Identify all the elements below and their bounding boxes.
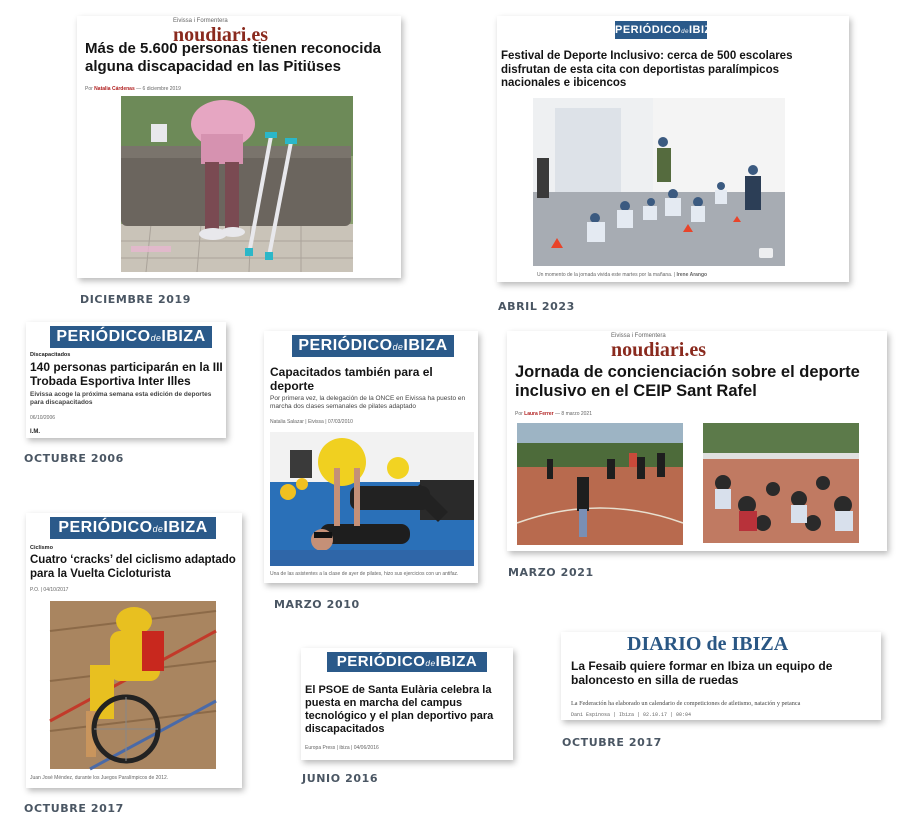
clipping-periodico-2006[interactable] (26, 322, 226, 438)
photo-caption: Un momento de la jornada vivida este martes por la mañana. | Irene Arango (537, 272, 708, 278)
logo-end: IBIZA (163, 519, 208, 536)
photo-pilates (270, 432, 474, 566)
date-label: MARZO 2010 (274, 598, 360, 611)
photo-caption: Juan José Méndez, durante los Juegos Paralímpicos de 2012. (30, 775, 169, 781)
lead: La Federación ha elaborado un calendario de competiciones de atletismo, natación y petanca (571, 700, 801, 707)
clipping-periodico-2016[interactable] (301, 648, 513, 760)
photo-caption: Una de las asistentes a la clase de ayer de pilates, hizo sus ejercicios con un antifaz. (270, 571, 459, 577)
diario-logo: DIARIO de IBIZA (627, 633, 789, 655)
logo-end: IBIZA (161, 328, 206, 345)
byline-author: Laura Ferrer (524, 411, 554, 417)
date-label: OCTUBRE 2017 (24, 802, 124, 815)
clipping-diario-2017[interactable] (561, 632, 881, 720)
date-label: JUNIO 2016 (302, 772, 379, 785)
section-label: Discapacitados (30, 352, 71, 358)
logo-de: de (150, 333, 162, 343)
lead: Eivissa acoge la próxima semana esta edición de deportes para discapacitados (30, 391, 212, 407)
headline: Cuatro ‘cracks’ del ciclismo adaptado para la Vuelta Cicloturista (30, 554, 236, 580)
noudiari-logo (611, 333, 706, 362)
meta: P.O. | 04/10/2017 (30, 587, 69, 593)
meta-date: 06/10/2006 (30, 415, 56, 421)
logo-text: noudiari.es (611, 339, 707, 361)
logo-text: noudiari.es (173, 24, 269, 46)
meta: Dani Espinosa | Ibiza | 02.10.17 | 00:04 (571, 712, 692, 718)
photo-inclusive-festival (533, 98, 785, 266)
byline: Por Laura Ferrer — 8 marzo 2021 (515, 411, 592, 417)
logo-de: de (152, 524, 164, 534)
headline: Jornada de concienciación sobre el deporte inclusivo en el CEIP Sant Rafel (515, 363, 860, 401)
byline-prefix: Por (85, 86, 93, 92)
photo-school-court-1 (517, 423, 683, 545)
caption-text: Un momento de la jornada vivida este martes por la mañana. (537, 272, 673, 278)
photo-crutches (121, 96, 353, 272)
headline: Más de 5.600 personas tienen reconocida alguna discapacidad en las Pitiüses (85, 40, 381, 75)
section-label: Ciclismo (30, 545, 53, 551)
date-label: OCTUBRE 2017 (562, 736, 662, 749)
date-label: MARZO 2021 (508, 566, 594, 579)
logo-main: PERIÓDICO (58, 519, 153, 536)
logo-subtitle: Eivissa i Formentera (173, 18, 228, 24)
headline: Festival de Deporte Inclusivo: cerca de 500 escolares disfrutan de esta cita con deportistas paralímpicos nacionales e ibicencos (501, 50, 793, 90)
periodico-logo (615, 21, 721, 39)
periodico-logo (292, 335, 454, 357)
headline: Capacitados también para el deporte (270, 365, 433, 394)
byline-date: 6 diciembre 2019 (142, 86, 181, 92)
byline: Por Natalia Cárdenas — 6 diciembre 2019 (85, 86, 181, 92)
photo-school-court-2 (703, 423, 859, 543)
caption-credit: Irene Arango (676, 272, 708, 278)
date-label: OCTUBRE 2006 (24, 452, 124, 465)
clipping-periodico-2017-ciclismo[interactable] (26, 513, 242, 788)
logo-main: PERIÓDICO (298, 337, 393, 354)
byline-date: 8 marzo 2021 (561, 411, 592, 417)
date-label: ABRIL 2023 (498, 300, 575, 313)
byline-author: Natalia Cárdenas (94, 86, 135, 92)
logo-main: PERIÓDICO (56, 328, 151, 345)
logo-de: de (681, 29, 689, 35)
logo-subtitle: Eivissa i Formentera (611, 333, 666, 339)
lead: Por primera vez, la delegación de la ONCE en Eivissa ha puesto en marcha dos clases semanales de pilates adaptado (270, 395, 466, 411)
logo-main: PERIÓDICO (615, 24, 682, 36)
photo-cyclist (50, 601, 216, 769)
clipping-noudiari-2019[interactable] (77, 16, 401, 278)
clipping-periodico-2023[interactable] (497, 16, 849, 282)
periodico-logo (50, 326, 212, 348)
headline: El PSOE de Santa Eulària celebra la puesta en marcha del campus tecnológico y el plan deportivo para discapacitados (305, 684, 494, 735)
byline-prefix: Por (515, 411, 523, 417)
logo-main: PERIÓDICO (336, 653, 426, 670)
meta: Natalia Salazar | Eivissa | 07/03/2010 (270, 419, 353, 425)
logo-de: de (392, 342, 404, 352)
periodico-logo (50, 517, 216, 539)
meta: Europa Press | ibiza | 04/06/2016 (305, 745, 379, 751)
headline: La Fesaib quiere formar en Ibiza un equipo de baloncesto en silla de ruedas (571, 659, 833, 688)
headline: 140 personas participarán en la III Trobada Esportiva Inter Illes (30, 360, 223, 389)
author: I.M. (30, 429, 40, 435)
logo-end: IBIZA (435, 653, 478, 670)
logo-end: IBIZA (688, 24, 721, 36)
logo-de: de (425, 659, 436, 668)
logo-end: IBIZA (403, 337, 448, 354)
clipping-noudiari-2021[interactable] (507, 331, 887, 551)
periodico-logo (327, 652, 487, 672)
date-label: DICIEMBRE 2019 (80, 293, 192, 306)
clipping-periodico-2010[interactable] (264, 331, 478, 583)
